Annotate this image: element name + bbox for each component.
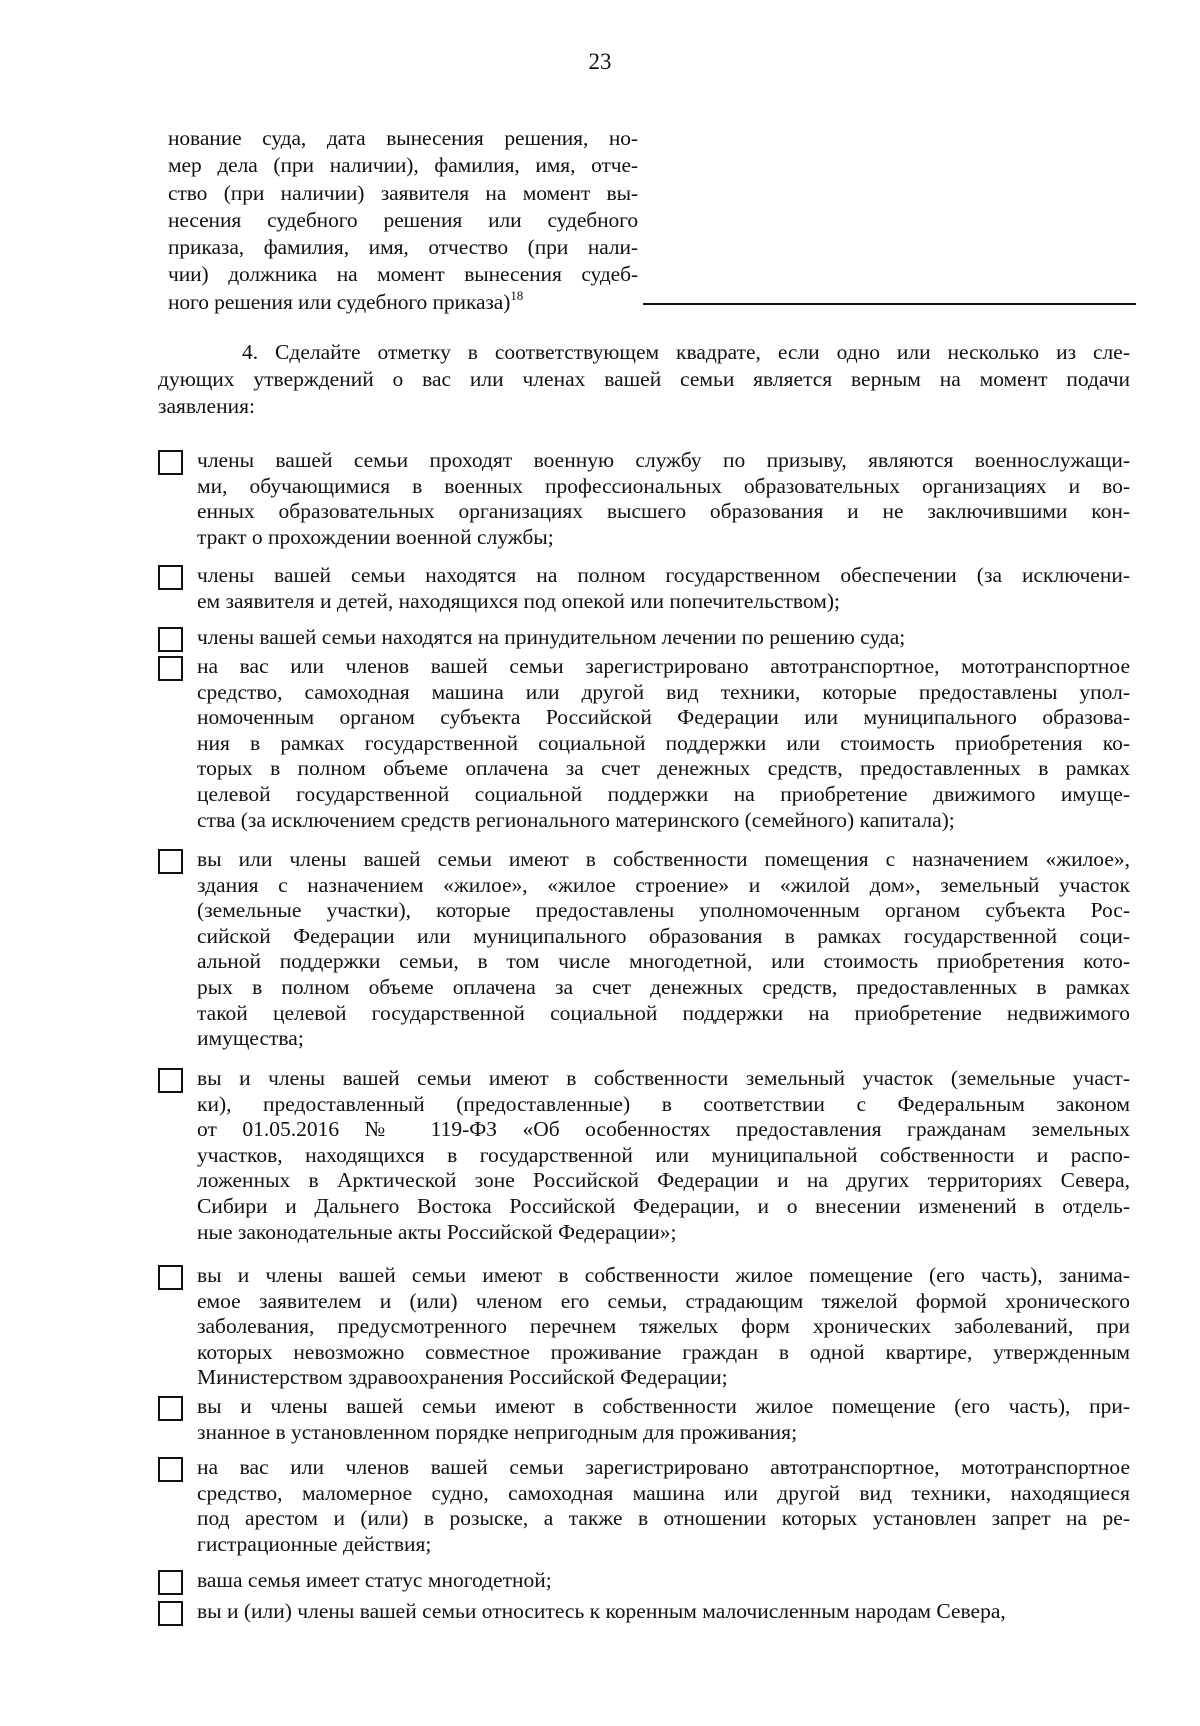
statement-line: заболевания, предусмотренного перечнем тяжелых форм хронических заболеваний, при [197,1314,1130,1339]
instruction-line: дующих утверждений о вас или членах вашей семьи является верным на момент подачи [158,366,1130,391]
statement-line: имущества; [197,1026,304,1051]
statement-item [158,448,1130,550]
statement-line: альной поддержки семьи, в том числе многодетной, или стоимость приобретения кото- [197,949,1130,974]
statement-checkbox[interactable] [158,1457,183,1482]
statement-line: Министерством здравоохранения Российской Федерации; [197,1365,728,1390]
instruction-line: 4. Сделайте отметку в соответствующем квадрате, если одно или несколько из сле- [242,340,1130,364]
intro-line: несения судебного решения или судебного [168,207,638,232]
statement-checkbox[interactable] [158,565,183,590]
statement-item [158,1599,1130,1625]
statement-line: тракт о прохождении военной службы; [197,524,554,549]
statement-line: под арестом и (или) в розыске, а также в отношении которых установлен запрет на ре- [197,1506,1130,1531]
statement-line: ные законодательные акты Российской Федерации»; [197,1219,677,1244]
statement-text [197,1394,1130,1445]
statement-line: участков, находящихся в государственной или муниципальной собственности и распо- [197,1142,1130,1167]
statement-line: члены вашей семьи проходят военную службу по призыву, являются военнослужащи- [197,448,1130,472]
statement-item [158,847,1130,1052]
intro-last-line [168,289,638,316]
statement-item [158,1455,1130,1557]
intro-line: нование суда, дата вынесения решения, но- [168,126,638,150]
statement-line: средство, маломерное судно, самоходная машина или другой вид техники, находящиеся [197,1480,1130,1505]
intro-line-text: ного решения или судебного приказа) [168,289,511,314]
statement-line: ства (за исключением средств регионального материнского (семейного) капитала); [197,807,955,832]
statement-checkbox[interactable] [158,1068,183,1093]
statement-line: вы и члены вашей семьи имеют в собственности жилое помещение (его часть), при- [197,1394,1130,1418]
statement-checkbox[interactable] [158,1601,183,1626]
statement-line: вы или члены вашей семьи имеют в собственности помещения с назначением «жилое», [197,847,1130,871]
statement-line: члены вашей семьи находятся на полном государственном обеспечении (за исключени- [197,563,1130,587]
statement-line: целевой государственной социальной поддержки на приобретение движимого имуще- [197,781,1130,806]
statement-text [197,1568,1130,1594]
page-number: 23 [588,49,612,74]
statement-checkbox[interactable] [158,1265,183,1290]
statement-line: средство, самоходная машина или другой вид техники, которые предоставлены упол- [197,679,1130,704]
statement-text [197,654,1130,833]
statement-line: торых в полном объеме оплачена за счет денежных средств, предоставленных в рамках [197,756,1130,781]
statement-line: знанное в установленном порядке непригодным для проживания; [197,1419,798,1444]
statement-line: енных образовательных организациях высшего образования и не заключившими кон- [197,499,1130,524]
statement-line: ем заявителя и детей, находящихся под опекой или попечительством); [197,588,840,613]
statement-line: которых невозможно совместное проживание граждан в одной квартире, утвержденным [197,1339,1130,1364]
statement-line: члены вашей семьи находятся на принудительном лечении по решению суда; [197,625,906,649]
statement-line: емое заявителем и (или) членом его семьи, страдающим тяжелой формой хронического [197,1288,1130,1313]
statement-text [197,847,1130,1052]
statement-line: на вас или членов вашей семьи зарегистрировано автотранспортное, мототранспортное [197,654,1130,678]
statement-checkbox[interactable] [158,627,183,652]
statement-line: на вас или членов вашей семьи зарегистрировано автотранспортное, мототранспортное [197,1455,1130,1479]
statement-item [158,625,1130,651]
statement-line: ния в рамках государственной социальной поддержки или стоимость приобретения ко- [197,730,1130,755]
statement-line: вы и члены вашей семьи имеют в собственности земельный участок (земельные участ- [197,1066,1130,1090]
statement-text [197,1599,1130,1625]
footnote-marker: 18 [510,287,524,303]
statement-text [197,448,1130,550]
statement-line: вы и (или) члены вашей семьи относитесь к коренным малочисленным народам Севера, [197,1599,1006,1623]
statement-item [158,563,1130,614]
statement-text [197,1455,1130,1557]
statement-checkbox[interactable] [158,450,183,475]
statement-text [197,625,1130,651]
court-info-answer-field[interactable] [643,303,1136,305]
statement-line: ми, обучающимися в военных профессиональных образовательных организациях и во- [197,473,1130,498]
statement-line: здания с назначением «жилое», «жилое строение» и «жилой дом», земельный участок [197,872,1130,897]
statement-checkbox[interactable] [158,1396,183,1421]
statement-item [158,654,1130,833]
instruction-line: заявления: [158,393,255,418]
statement-text [197,1263,1130,1391]
statement-line: рых в полном объеме оплачена за счет денежных средств, предоставленных в рамках [197,974,1130,999]
statement-line: номоченным органом субъекта Российской Федерации или муниципального образова- [197,705,1130,730]
statement-line: вы и члены вашей семьи имеют в собственности жилое помещение (его часть), занима- [197,1263,1130,1287]
statement-line: ваша семья имеет статус многодетной; [197,1568,552,1592]
intro-line: приказа, фамилия, имя, отчество (при нали- [168,235,638,260]
statement-line: Сибири и Дальнего Востока Российской Федерации, и о внесении изменений в отдель- [197,1193,1130,1218]
statement-item [158,1263,1130,1391]
statement-item [158,1568,1130,1594]
statement-line: гистрационные действия; [197,1531,432,1556]
statement-checkbox[interactable] [158,849,183,874]
statement-line: ложенных в Арктической зоне Российской Федерации и на других территориях Севера, [197,1168,1130,1193]
intro-paragraph [168,125,638,316]
statement-item [158,1066,1130,1245]
statement-checkbox[interactable] [158,656,183,681]
statement-line: такой целевой государственной социальной поддержки на приобретение недвижимого [197,1000,1130,1025]
intro-line: мер дела (при наличии), фамилия, имя, отче- [168,153,638,178]
intro-line: чии) должника на момент вынесения судеб- [168,262,638,287]
statement-line: (земельные участки), которые предоставлены уполномоченным органом субъекта Рос- [197,898,1130,923]
statement-line: сийской Федерации или муниципального образования в рамках государственной соци- [197,923,1130,948]
statement-line: от 01.05.2016 № 119-ФЗ «Об особенностях предоставления гражданам земельных [197,1117,1130,1142]
intro-line: ство (при наличии) заявителя на момент вы- [168,180,638,205]
statement-text [197,563,1130,614]
statement-item [158,1394,1130,1445]
statement-line: ки), предоставленный (предоставленные) в соответствии с Федеральным законом [197,1091,1130,1116]
statement-checkbox[interactable] [158,1570,183,1595]
statement-text [197,1066,1130,1245]
section-4-instruction [158,339,1130,419]
